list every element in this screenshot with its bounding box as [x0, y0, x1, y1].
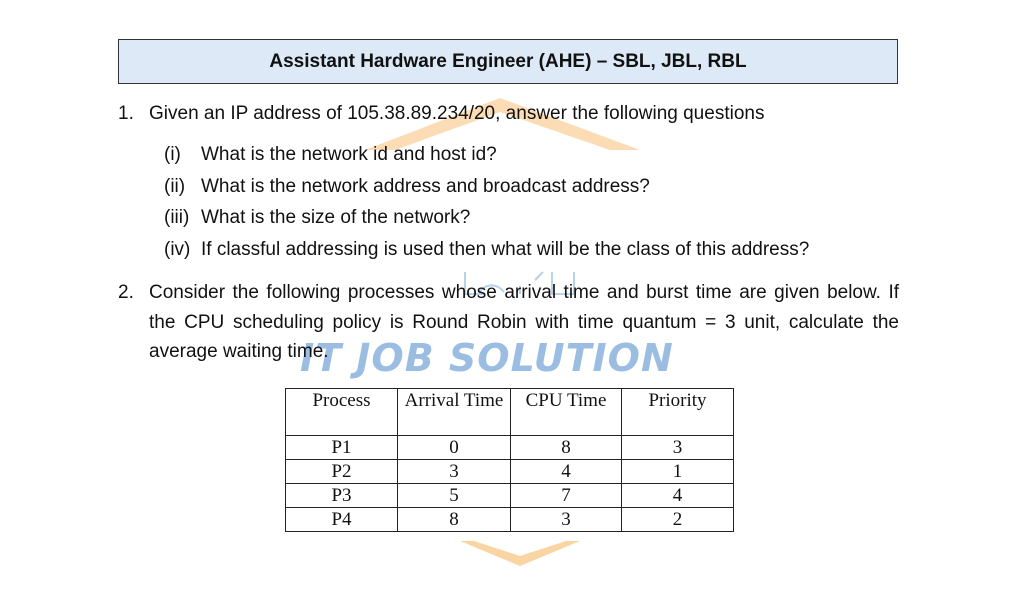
sub-question — [164, 144, 497, 166]
table-cell: 8 — [398, 508, 511, 532]
table-cell: 3 — [511, 508, 622, 532]
sub-question-text: What is the network id and host id? — [201, 144, 497, 165]
sub-question-numeral: (iv) — [164, 239, 191, 260]
sub-question — [164, 176, 650, 198]
column-header: CPU Time — [511, 389, 622, 436]
sub-question-text: What is the network address and broadcast address? — [201, 176, 650, 197]
table-cell: 7 — [511, 484, 622, 508]
table-row — [286, 508, 734, 532]
table-cell: 2 — [622, 508, 734, 532]
page-title — [118, 39, 898, 84]
question-2 — [118, 278, 899, 367]
table-cell: 1 — [622, 460, 734, 484]
table-row — [286, 484, 734, 508]
column-header: Priority — [622, 389, 734, 436]
title-text: Assistant Hardware Engineer (AHE) – SBL, JBL, RBL — [269, 50, 747, 72]
sub-question-numeral: (i) — [164, 144, 181, 165]
question-number: 2. — [118, 282, 134, 303]
table-cell: P4 — [286, 508, 398, 532]
table-row — [286, 460, 734, 484]
sub-question — [164, 239, 809, 261]
table-cell: P1 — [286, 436, 398, 460]
sub-question-numeral: (iii) — [164, 207, 190, 228]
table-cell: 8 — [511, 436, 622, 460]
question-text: Given an IP address of 105.38.89.234/20, answer the following questions — [149, 103, 765, 124]
process-table — [285, 388, 734, 532]
column-header: Process — [286, 389, 398, 436]
sub-question-numeral: (ii) — [164, 176, 186, 197]
sub-question-text: What is the size of the network? — [201, 207, 471, 228]
table-cell: P2 — [286, 460, 398, 484]
watermark-text: IT JOB SOLUTION — [300, 336, 674, 380]
table-cell: 4 — [511, 460, 622, 484]
sub-question-text: If classful addressing is used then what will be the class of this address? — [201, 239, 810, 260]
table-cell: 3 — [398, 460, 511, 484]
table-cell: P3 — [286, 484, 398, 508]
table-header-row — [286, 389, 734, 436]
column-header: Arrival Time — [398, 389, 511, 436]
question-number: 1. — [118, 103, 134, 124]
table-cell: 5 — [398, 484, 511, 508]
table-cell: 4 — [622, 484, 734, 508]
table-row — [286, 436, 734, 460]
question-text: Consider the following processes whose arrival time and burst time are given below. If the CPU scheduling policy is Round Robin with time quantum = 3 unit, calculate the average waiting time. — [149, 282, 899, 362]
sub-question — [164, 207, 470, 229]
table-cell: 0 — [398, 436, 511, 460]
table-cell: 3 — [622, 436, 734, 460]
